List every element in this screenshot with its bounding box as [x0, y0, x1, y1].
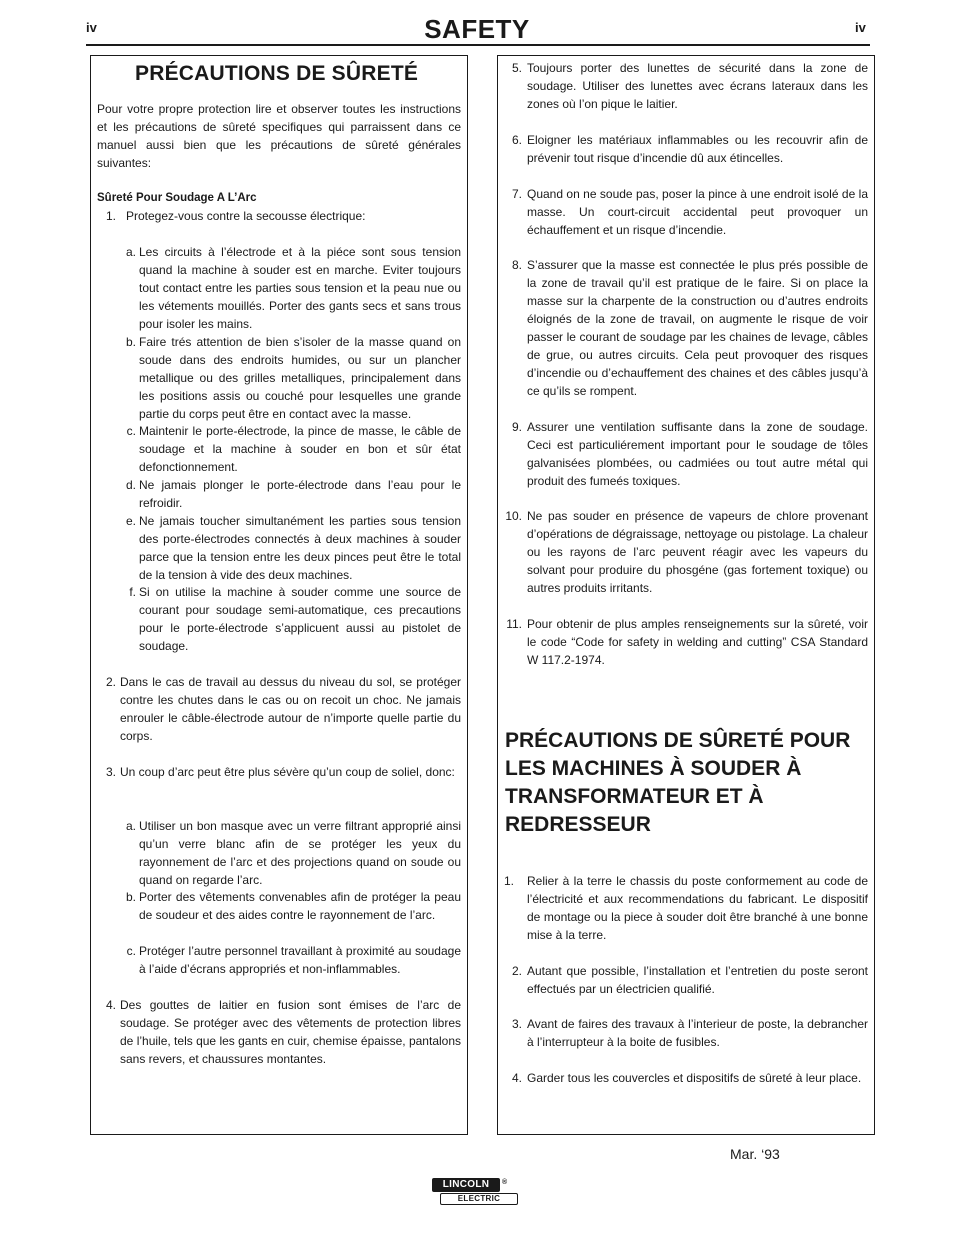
- item-number: 1.: [503, 874, 514, 888]
- arc-welding-subheading: Sûreté Pour Soudage A L’Arc: [97, 192, 257, 204]
- list-item: Protéger l’autre personnel travaillant à proximité au soudage à l’aide d’écrans appropriés et non-inflammables.: [139, 944, 461, 976]
- page-title: SAFETY: [424, 14, 530, 44]
- list-item: Si on utilise la machine à souder comme une source de courant pour soudage semi-automatique, ces precautions pour le porte-électrode s’applicuent aussi au pistolet de soudage.: [139, 585, 461, 653]
- list-item: Des gouttes de laitier en fusion sont émises de l’arc de soudage. Se protéger avec des vêtements de protection libres de l’huile, tels que les gants en cuir, chemise épaisse, pantalons sans revers, et chaussures montantes.: [120, 998, 461, 1066]
- transformer-safety-heading: PRÉCAUTIONS DE SÛRETÉ POUR LES MACHINES À SOUDER À TRANSFORMATEUR ET À REDRESSEUR: [505, 729, 851, 836]
- item-number: 2.: [105, 675, 116, 689]
- lincoln-electric-logo: [432, 1178, 510, 1206]
- item-number: d.: [125, 478, 136, 492]
- logo-electric-text: ELECTRIC: [440, 1193, 518, 1205]
- list-item: S’assurer que la masse est connectée le plus prés possible de la zone de travail qu’il est pratique de le faire. Si on place la masse sur la charpente de la construction ou d’autres endroits éloignés de la zone de travail, on augmente le risque de voir passer le courant de soudage par les chaines de levage, câbles de grue, ou autres circuits. Cela peut provoquer des risques d’incendie ou d’echauffement des chaines et des câbles jusqu’à ce qu’ils se rompent.: [527, 258, 868, 398]
- item-number: 6.: [511, 133, 522, 147]
- item-number: 4.: [105, 998, 116, 1012]
- list-item: Maintenir le porte-électrode, la pince de masse, le câble de soudage et la machine à souder en bon et sûr état defonctionnement.: [139, 424, 461, 474]
- list-item: Autant que possible, l’installation et l’entretien du poste seront effectués par un électricien qualifié.: [527, 964, 868, 996]
- item-number: b.: [125, 335, 136, 349]
- list-item: Eloigner les matériaux inflammables ou les recouvrir afin de prévenir tout risque d’incendie dû aux étincelles.: [527, 133, 868, 165]
- logo-lincoln-text: LINCOLN: [432, 1178, 500, 1192]
- item-number: 7.: [511, 187, 522, 201]
- item-number: 5.: [511, 61, 522, 75]
- list-item: Toujours porter des lunettes de sécurité dans la zone de soudage. Utiliser des lunettes avec écrans lateraux dans les zones où l’on pique le laitier.: [527, 61, 868, 111]
- list-item: Relier à la terre le chassis du poste conformement au code de l’électricité et aux recommendations du fabricant. Le dispositif de montage ou la piece à souder doit être branché à une bonne mise à la terre.: [527, 874, 868, 942]
- list-item: Assurer une ventilation suffisante dans la zone de soudage. Ceci est particuliérement important pour le soudage de tôles galvanisées plombées, ou cadmiées ou tout autre métal qui produit des fumeés toxiques.: [527, 420, 868, 488]
- list-item: Garder tous les couvercles et dispositifs de sûreté à leur place.: [527, 1071, 862, 1085]
- item-number: 9.: [511, 420, 522, 434]
- header-rule: [86, 44, 870, 46]
- list-item: Pour obtenir de plus amples renseignements sur la sûreté, voir le code “Code for safety in welding and cutting” CSA Standard W 117.2-1974.: [527, 617, 868, 667]
- item-number: 3.: [511, 1017, 522, 1031]
- list-item: Protegez-vous contre la secousse électrique:: [126, 209, 366, 223]
- item-number: 3.: [105, 765, 116, 779]
- list-item: Ne jamais plonger le porte-électrode dans l’eau pour le refroidir.: [139, 478, 461, 510]
- intro-paragraph: Pour votre propre protection lire et observer toutes les instructions et les précautions de sûreté specifiques qui parraissent dans ce manuel aussi bien que les précautions de sûreté générales suivantes:: [97, 102, 461, 170]
- list-item: Ne jamais toucher simultanément les parties sous tension des porte-électrodes connectés à deux machines à souder parce que la tension entre les deux pinces peut être le total de la tension à vide des deux machines.: [139, 514, 461, 582]
- item-number: 4.: [511, 1071, 522, 1085]
- list-item: Quand on ne soude pas, poser la pince à une endroit isolé de la masse. Un court-circuit accidental peut provoquer un échauffement et un risque d’incendie.: [527, 187, 868, 237]
- item-number: 2.: [511, 964, 522, 978]
- item-number: e.: [125, 514, 136, 528]
- item-number: 8.: [511, 258, 522, 272]
- list-item: Avant de faires des travaux à l’interieur de poste, la debrancher à l’interrupteur à la boite de fusibles.: [527, 1017, 868, 1049]
- list-item: Dans le cas de travail au dessus du niveau du sol, se protéger contre les chutes dans le cas ou on recoit un choc. Ne jamais enrouler le câble-électrode autour de n’importe quelle partie du corps.: [120, 675, 461, 743]
- list-item: Les circuits à l’électrode et à la piéce sont sous tension quand la machine à souder est en marche. Eviter toujours tout contact entre les parties sous tension et la peau nue ou les vétements mouillés. Porter des gants secs et sans trous pour isoler les mains.: [139, 245, 461, 331]
- item-number: b.: [125, 890, 136, 904]
- item-number: c.: [126, 944, 136, 958]
- list-item: Utiliser un bon masque avec un verre filtrant approprié ainsi qu’un verre blanc afin de se protéger les yeux du rayonnement de l’arc et des projections quand on soude ou quand on regarde l’arc.: [139, 819, 461, 887]
- item-number: 11.: [506, 617, 522, 631]
- list-item: Porter des vêtements convenables afin de protéger la peau de soudeur et des aides contre le rayonnement de l’arc.: [139, 890, 461, 922]
- list-item: Un coup d’arc peut être plus sévère qu’un coup de soliel, donc:: [120, 765, 455, 779]
- page-number-left: iv: [86, 20, 97, 35]
- registered-mark: ®: [502, 1179, 508, 1186]
- list-item: Faire trés attention de bien s’isoler de la masse quand on soude dans des endroits humides, ou sur un plancher metallique ou des grilles metalliques, principalement dans les positions assis ou couché pour lesquelles une grande partie du corps peut être en contact avec la masse.: [139, 335, 461, 421]
- item-number: 1.: [105, 209, 116, 223]
- page-number-right: iv: [855, 20, 866, 35]
- item-number: a.: [125, 245, 136, 259]
- list-item: Ne pas souder en présence de vapeurs de chlore provenant d’opérations de dégraissage, nettoyage ou pistolage. La chaleur ou les rayons de l’arc peuvent réagir avec les vapeurs du solvant pour produire du phosgéne (gas fortement toxique) ou autres produits irritants.: [527, 509, 868, 595]
- item-number: 10.: [505, 509, 522, 523]
- item-number: a.: [125, 819, 136, 833]
- item-number: c.: [126, 424, 136, 438]
- revision-date: Mar. ‘93: [730, 1146, 780, 1162]
- item-number: f.: [129, 585, 136, 599]
- left-heading: PRÉCAUTIONS DE SÛRETÉ: [135, 62, 419, 85]
